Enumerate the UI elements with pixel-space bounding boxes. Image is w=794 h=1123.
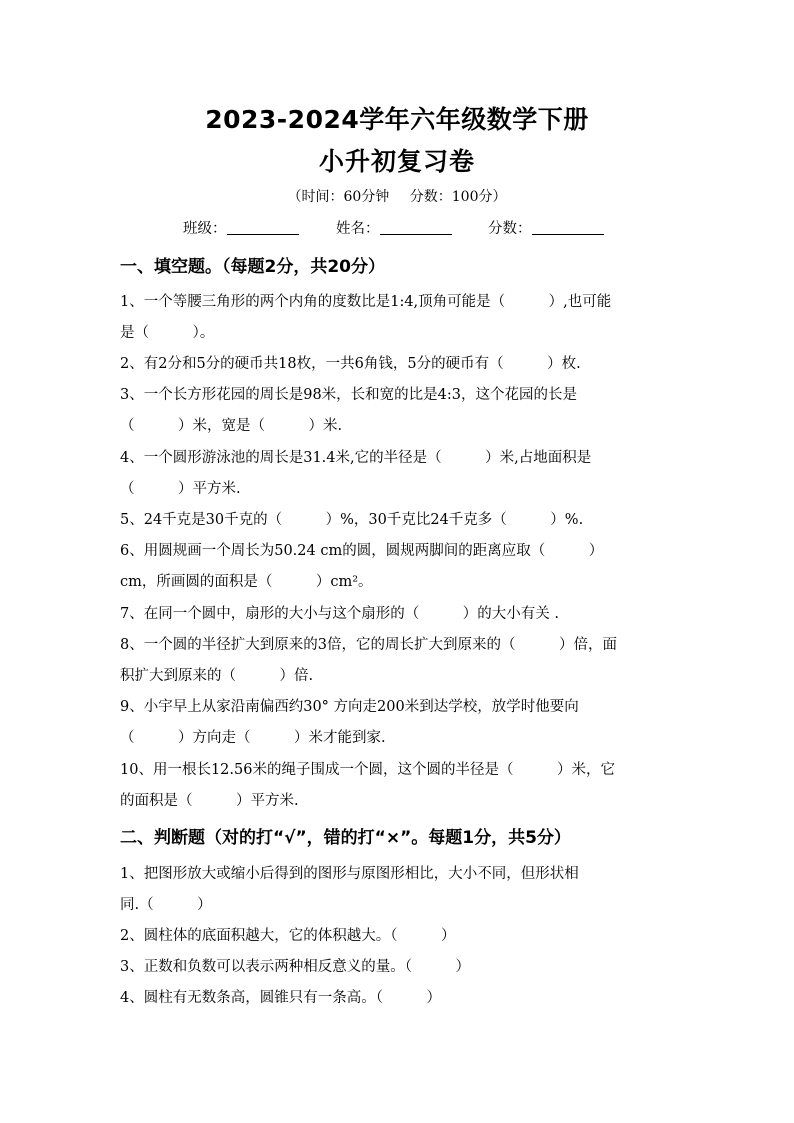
score-info: 分数：100分） <box>409 189 507 205</box>
question-line: （ ）米，宽是（ ）米. <box>120 418 343 434</box>
question-line: 2、有2分和5分的硬币共18枚，一共6角钱，5分的硬币有（ ）枚. <box>120 356 581 372</box>
question-line: 5、24千克是30千克的（ ）%，30千克比24千克多（ ）%. <box>120 512 584 528</box>
question-line: 的面积是（ ）平方米. <box>120 793 299 809</box>
score-blank[interactable] <box>532 220 604 235</box>
question-line: 6、用圆规画一个周长为50.24 cm的圆，圆规两脚间的距离应取（ ） <box>120 543 604 559</box>
question-line: （ ）平方米. <box>120 481 241 497</box>
name-label: 姓名： <box>336 221 380 237</box>
question-line: cm，所画圆的面积是（ ）cm²。 <box>120 574 373 590</box>
question-line: 4、圆柱有无数条高，圆锥只有一条高。（ ） <box>120 990 441 1006</box>
exam-meta <box>0 186 794 206</box>
exam-subtitle: 小升初复习卷 <box>318 147 475 176</box>
question-line: 3、一个长方形花园的周长是98米，长和宽的比是4:3，这个花园的长是 <box>120 387 578 403</box>
time-info: （时间：60分钟 <box>287 189 390 205</box>
question-line: 8、一个圆的半径扩大到原来的3倍，它的周长扩大到原来的（ ）倍，面 <box>120 637 617 653</box>
section-heading-true-false: 二、判断题（对的打“√”，错的打“×”。每题1分，共5分） <box>120 828 571 848</box>
question-line: 3、正数和负数可以表示两种相反意义的量。（ ） <box>120 959 470 975</box>
question-line: 4、一个圆形游泳池的周长是31.4米,它的半径是（ ）米,占地面积是 <box>120 450 592 466</box>
question-line: 积扩大到原来的（ ）倍. <box>120 668 314 684</box>
question-line: （ ）方向走（ ）米才能到家. <box>120 730 386 746</box>
class-label: 班级： <box>183 221 227 237</box>
question-line: 10、用一根长12.56米的绳子围成一个圆，这个圆的半径是（ ）米，它 <box>120 762 615 778</box>
name-blank[interactable] <box>380 220 452 235</box>
question-line: 7、在同一个圆中，扇形的大小与这个扇形的（ ）的大小有关 . <box>120 606 559 622</box>
name-field[interactable] <box>336 217 452 238</box>
class-field[interactable] <box>183 217 299 238</box>
section-heading-fill-blank: 一、填空题。（每题2分，共20分） <box>120 257 385 277</box>
question-line: 9、小宇早上从家沿南偏西约30° 方向走200米到达学校，放学时他要向 <box>120 699 579 715</box>
class-blank[interactable] <box>227 220 299 235</box>
question-line: 2、圆柱体的底面积越大，它的体积越大。（ ） <box>120 928 456 944</box>
score-label: 分数： <box>488 221 532 237</box>
exam-title: 2023-2024学年六年级数学下册 <box>205 105 589 134</box>
question-line: 1、把图形放大或缩小后得到的图形与原图形相比，大小不同，但形状相 <box>120 866 579 882</box>
question-line: 同.（ ） <box>120 897 212 913</box>
question-line: 是（ ）。 <box>120 325 215 341</box>
question-line: 1、一个等腰三角形的两个内角的度数比是1:4,顶角可能是（ ）,也可能 <box>120 294 612 310</box>
score-field[interactable] <box>488 217 604 238</box>
